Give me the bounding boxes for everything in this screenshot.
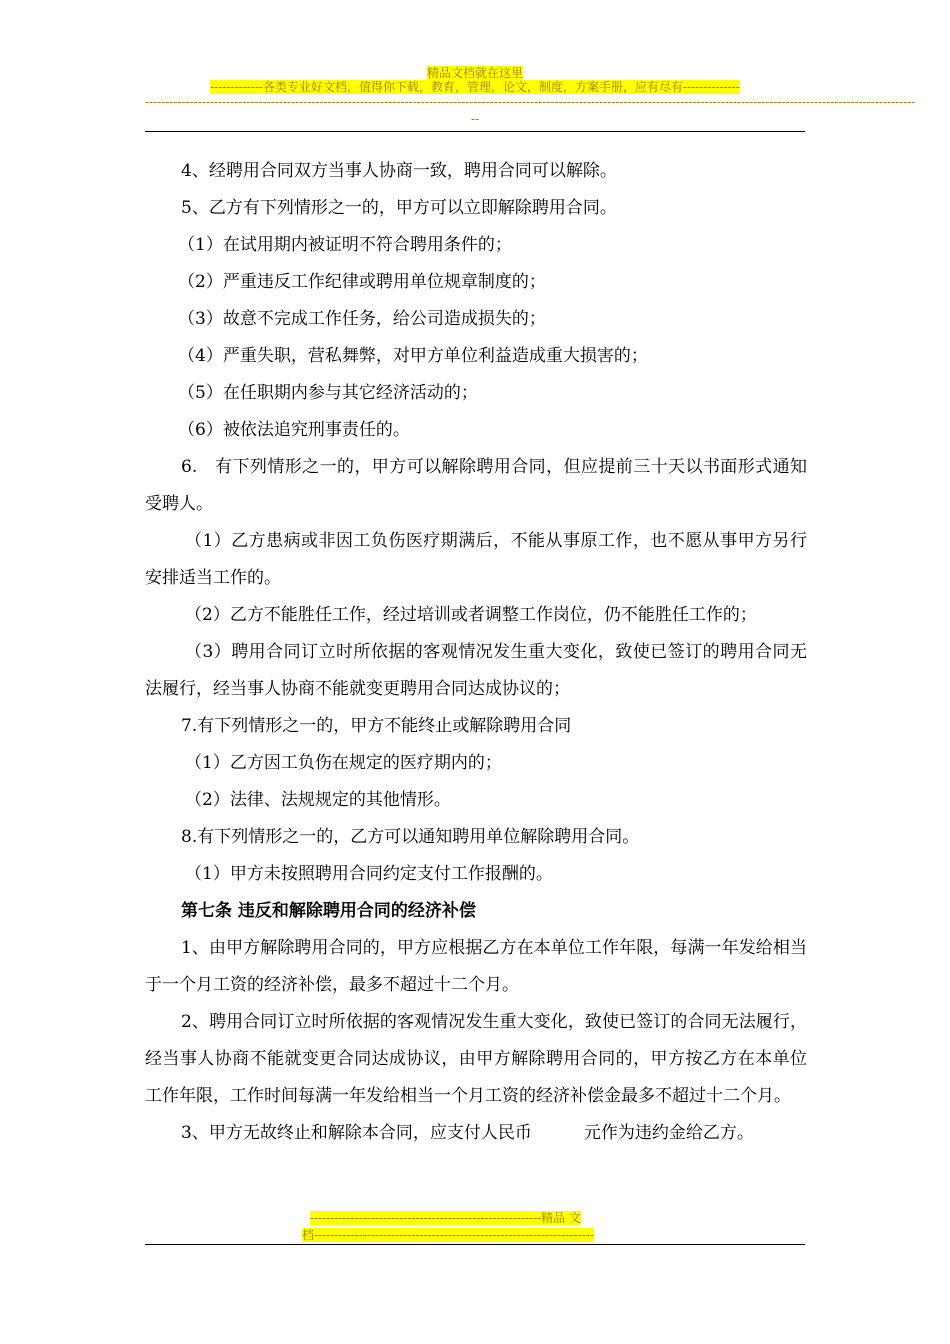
paragraph: 5、乙方有下列情形之一的，甲方可以立即解除聘用合同。 — [181, 198, 617, 218]
list-item: （3）聘用合同订立时所依据的客观情况发生重大变化，致使已签订的聘用合同无法履行，经当事人协商不能就变更聘用合同达成协议的； — [145, 642, 807, 699]
footer-line1: ---------------------------------------------------------精品 文 — [310, 1211, 581, 1225]
header-title: 精品文档就在这里 — [426, 66, 523, 80]
list-item: （5）在任职期内参与其它经济活动的； — [178, 383, 478, 403]
penalty-text-after: 元作为违约金给乙方。 — [583, 1123, 754, 1143]
list-item: （1）甲方未按照聘用合同约定支付工作报酬的。 — [185, 864, 553, 884]
footer-rule — [145, 1244, 805, 1245]
paragraph: 2、聘用合同订立时所依据的客观情况发生重大变化，致使已签订的合同无法履行，经当事人协商不能就变更合同达成协议，由甲方解除聘用合同的，甲方按乙方在本单位工作年限，工作时间每满一年发给相当一个月工资的经济补偿金最多不超过十二个月。 — [145, 1012, 807, 1106]
paragraph: 1、由甲方解除聘用合同的，甲方应根据乙方在本单位工作年限，每满一年发给相当于一个月工资的经济补偿，最多不超过十二个月。 — [145, 938, 807, 995]
list-item: （2）法律、法规规定的其他情形。 — [185, 790, 451, 810]
header-dash-line: ---------------------------------------------------------------------------------------------------------------------------------------------------------------------------------------------- — [145, 95, 916, 109]
header-dash-tail: -- — [470, 112, 480, 126]
footer-line2: 档--------------------------------------------------------------------- — [302, 1228, 594, 1242]
list-item: （6）被依法追究刑事责任的。 — [178, 420, 410, 440]
list-item: （1）乙方患病或非因工负伤医疗期满后，不能从事原工作，也不愿从事甲方另行安排适当工作的。 — [145, 531, 807, 588]
header-slogan: -------------各类专业好文档，值得你下载，教育，管理，论文，制度，方案手册，应有尽有-------------- — [210, 80, 740, 94]
penalty-text-before: 3、甲方无故终止和解除本合同，应支付人民币 — [181, 1123, 532, 1143]
document-body — [145, 153, 807, 1152]
list-item: （2）乙方不能胜任工作，经过培训或者调整工作岗位，仍不能胜任工作的； — [185, 605, 757, 625]
list-item: （3）故意不完成工作任务，给公司造成损失的； — [178, 309, 546, 329]
paragraph: 7.有下列情形之一的，甲方不能终止或解除聘用合同 — [181, 716, 572, 736]
list-item: （1）在试用期内被证明不符合聘用条件的； — [178, 235, 512, 255]
paragraph: 8.有下列情形之一的，乙方可以通知聘用单位解除聘用合同。 — [181, 827, 640, 847]
paragraph: 4、经聘用合同双方当事人协商一致，聘用合同可以解除。 — [181, 161, 617, 181]
paragraph — [145, 1115, 807, 1152]
list-item: （2）严重违反工作纪律或聘用单位规章制度的； — [178, 272, 546, 292]
section-heading: 第七条 违反和解除聘用合同的经济补偿 — [181, 901, 476, 921]
list-item: （4）严重失职，营私舞弊，对甲方单位利益造成重大损害的； — [178, 346, 648, 366]
paragraph: 6. 有下列情形之一的，甲方可以解除聘用合同，但应提前三十天以书面形式通知受聘人。 — [145, 457, 807, 514]
header-rule — [145, 131, 805, 132]
list-item: （1）乙方因工负伤在规定的医疗期内的； — [185, 753, 502, 773]
